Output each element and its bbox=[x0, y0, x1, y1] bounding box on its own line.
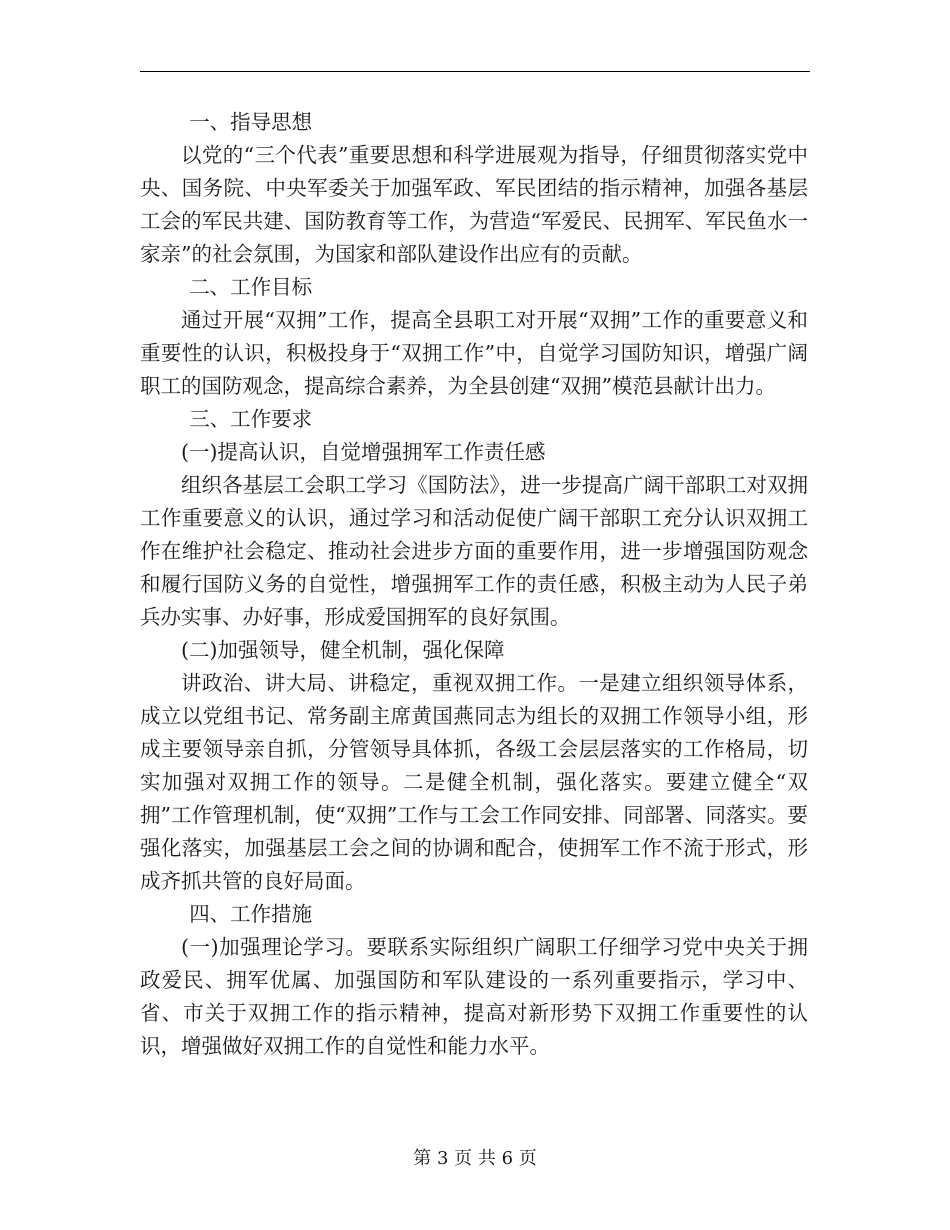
page-number-footer: 第 3 页 共 6 页 bbox=[413, 1148, 537, 1169]
section-heading-work-measures: 四、工作措施 bbox=[189, 902, 313, 926]
section-heading-work-goals: 二、工作目标 bbox=[189, 275, 313, 299]
subheading-strengthen-leadership: (二)加强领导，健全机制，强化保障 bbox=[181, 638, 505, 662]
paragraph-raise-awareness: 组织各基层工会职工学习《国防法》，进一步提高广阔干部职工对双拥工作重要意义的认识，通过学习和活动促使广阔干部职工充分认识双拥工作在维护社会稳定、推动社会进步方面的重要作用，进一步增强国防观念和履行国防义务的自觉性，增强拥军工作的责任感，积极主动为人民子弟兵办实事、办好事，形成爱国拥军的良好氛围。 bbox=[140, 473, 808, 629]
paragraph-theory-study: (一)加强理论学习。要联系实际组织广阔职工仔细学习党中央关于拥政爱民、拥军优属、加强国防和军队建设的一系列重要指示，学习中、省、市关于双拥工作的指示精神，提高对新形势下双拥工作重要性的认识，增强做好双拥工作的自觉性和能力水平。 bbox=[140, 935, 808, 1058]
section-heading-guiding-ideology: 一、指导思想 bbox=[189, 110, 313, 134]
paragraph-guiding-ideology: 以党的“三个代表”重要思想和科学进展观为指导，仔细贯彻落实党中央、国务院、中央军委关于加强军政、军民团结的指示精神，加强各基层工会的军民共建、国防教育等工作，为营造“军爱民、民拥军、军民鱼水一家亲”的社会氛围，为国家和部队建设作出应有的贡献。 bbox=[140, 143, 808, 266]
header-rule bbox=[140, 71, 810, 72]
subheading-raise-awareness: (一)提高认识，自觉增强拥军工作责任感 bbox=[181, 440, 546, 464]
paragraph-strengthen-leadership: 讲政治、讲大局、讲稳定，重视双拥工作。一是建立组织领导体系，成立以党组书记、常务副主席黄国燕同志为组长的双拥工作领导小组，形成主要领导亲自抓，分管领导具体抓，各级工会层层落实的工作格局，切实加强对双拥工作的领导。二是健全机制，强化落实。要建立健全“双拥”工作管理机制，使“双拥”工作与工会工作同安排、同部署、同落实。要强化落实，加强基层工会之间的协调和配合，使拥军工作不流于形式，形成齐抓共管的良好局面。 bbox=[140, 671, 808, 893]
document-body bbox=[140, 106, 808, 1063]
section-heading-work-requirements: 三、工作要求 bbox=[189, 407, 313, 431]
paragraph-work-goals: 通过开展“双拥”工作，提高全县职工对开展“双拥”工作的重要意义和重要性的认识，积极投身于“双拥工作”中，自觉学习国防知识，增强广阔职工的国防观念，提高综合素养，为全县创建“双拥”模范县献计出力。 bbox=[140, 308, 808, 398]
